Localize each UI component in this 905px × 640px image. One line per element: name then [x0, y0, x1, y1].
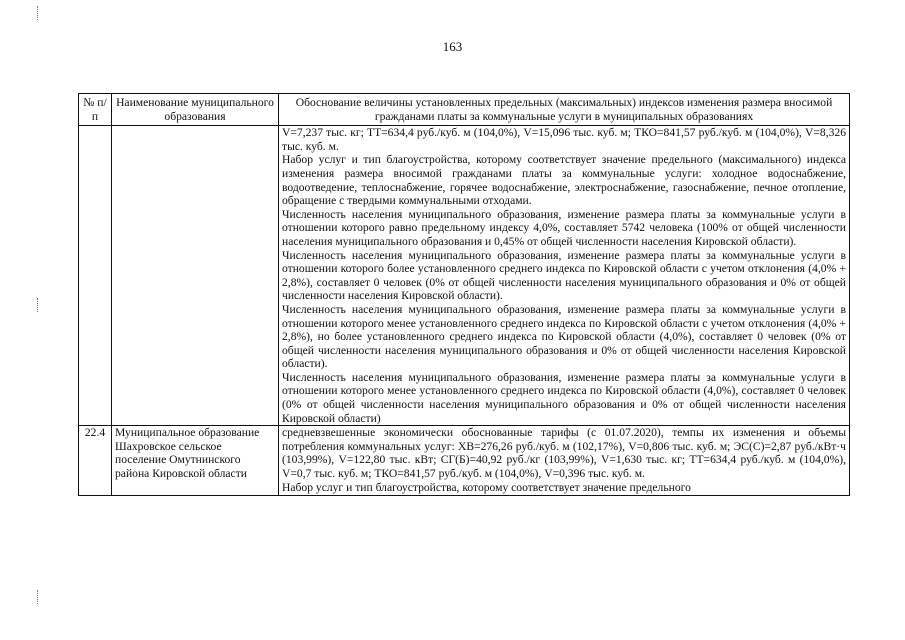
- justification-table: [78, 93, 850, 496]
- page-number: 163: [442, 39, 463, 54]
- header-justification: Обоснование величины установленных предельных (максимальных) индексов изменения размера вносимой гражданами платы за коммунальные услуги в муниципальных образованиях: [279, 94, 850, 126]
- paragraph: Набор услуг и тип благоустройства, которому соответствует значение предельного: [282, 480, 691, 494]
- row-name: [112, 126, 279, 426]
- paragraph: средневзвешенные экономически обоснованные тарифы (с 01.07.2020), темпы их изменения и объемы потребления коммунальных услуг: ХВ=276,26 руб./куб. м (102,17%), V=0,806 тыс. куб. м; ЭС(С)=2,87 руб./кВт·ч (103,99%), V=122,80 тыс. кВт; СГ(Б)=40,92 руб./кг (103,99%), V=1,630 тыс. кг; ТТ=634,4 руб./куб. м (104,0%), V=0,7 тыс. куб. м; ТКО=841,57 руб./куб. м (104,0%), V=0,396 тыс. куб. м.: [282, 426, 846, 481]
- margin-mark-middle: [37, 298, 38, 312]
- paragraph: Численность населения муниципального образования, изменение размера платы за коммунальные услуги в отношении которого более установленного среднего индекса по Кировской области с учетом отклонения (4,0% + 2,8%), составляет 0 человек (0% от общей численности населения муниципального образования и 0% от общей численности населения Кировской области).: [282, 248, 846, 303]
- paragraph: Численность населения муниципального образования, изменение размера платы за коммунальные услуги в отношении которого менее установленного среднего индекса по Кировской области с учетом отклонения (4,0% + 2,8%), но более установленного среднего индекса по Кировской области (4,0%), составляет 0 человек (0% от общей численности населения муниципального образования и 0% от общей численности населения Кировской области).: [282, 302, 846, 371]
- header-num: № п/п: [79, 94, 112, 126]
- margin-mark-top: [37, 6, 38, 20]
- table-row: [79, 126, 850, 426]
- paragraph: V=7,237 тыс. кг; ТТ=634,4 руб./куб. м (104,0%), V=15,096 тыс. куб. м; ТКО=841,57 руб./куб. м (104,0%), V=8,326 тыс. куб. м.: [282, 126, 846, 153]
- row-name: Муниципальное образование Шахровское сельское поселение Омутнинского района Кировской области: [112, 426, 279, 495]
- header-name: Наименование муниципального образования: [112, 94, 279, 126]
- table-row: [79, 426, 850, 495]
- margin-mark-bottom: [37, 590, 38, 604]
- row-num: 22.4: [79, 426, 112, 495]
- paragraph: Численность населения муниципального образования, изменение размера платы за коммунальные услуги в отношении которого равно предельному индексу 4,0%, составляет 5742 человека (100% от общей численности населения муниципального образования и 0,45% от общей численности населения Кировской области).: [282, 207, 846, 248]
- row-justification: [279, 126, 850, 426]
- cut-paragraph-wrap: [282, 481, 846, 495]
- row-justification: [279, 426, 850, 495]
- row-num: [79, 126, 112, 426]
- table-header-row: [79, 94, 850, 126]
- paragraph: Набор услуг и тип благоустройства, которому соответствует значение предельного (максимального) индекса изменения размера вносимой гражданами платы за коммунальные услуги: холодное водоснабжение, водоотведение, теплоснабжение, горячее водоснабжение, электроснабжение, газоснабжение, печное отопление, обращение с твердыми коммунальными отходами.: [282, 153, 846, 208]
- paragraph: Численность населения муниципального образования, изменение размера платы за коммунальные услуги в отношении которого менее установленного среднего индекса по Кировской области (4,0%), составляет 0 человек (0% от общей численности населения муниципального образования и 0% от общей численности населения Кировской области): [282, 370, 846, 425]
